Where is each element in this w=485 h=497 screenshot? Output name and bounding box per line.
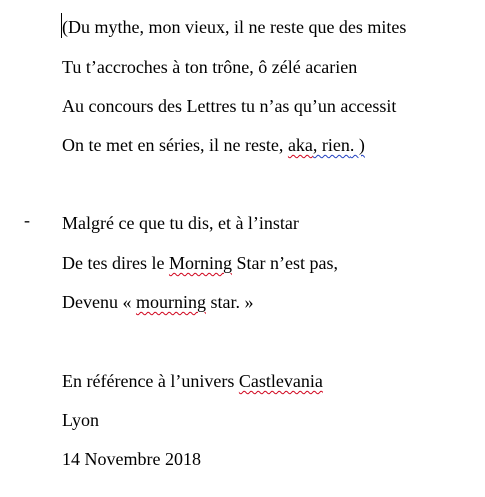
spelling-flag-morning[interactable]: Morning xyxy=(168,253,232,273)
poem-line-1-text: (Du mythe, mon vieux, il ne reste que des mites xyxy=(62,17,407,37)
poem-line-1 xyxy=(62,16,406,38)
city-text: Lyon xyxy=(62,410,100,430)
poem-line-3-text: Au concours des Lettres tu n’as qu’un accessit xyxy=(62,96,397,116)
spelling-flag-aka[interactable]: aka xyxy=(287,135,313,155)
poem-line-3 xyxy=(62,95,396,117)
list-dash-bullet: - xyxy=(24,210,30,230)
reference-text: En référence à l’univers xyxy=(62,371,239,391)
poem-line-4 xyxy=(62,134,365,156)
poem-line-5 xyxy=(62,212,299,234)
poem-line-6-end: Star n’est pas, xyxy=(231,253,338,273)
grammar-flag-rien[interactable]: , rien xyxy=(312,135,350,155)
poem-line-6-start: De tes dires le xyxy=(62,253,169,273)
poem-line-5-text: Malgré ce que tu dis, et à l’instar xyxy=(62,213,299,233)
poem-line-7 xyxy=(62,291,253,313)
date-line xyxy=(62,448,201,470)
spelling-flag-castlevania[interactable]: Castlevania xyxy=(238,371,323,391)
poem-line-2-text: Tu t’accroches à ton trône, ô zélé acarien xyxy=(62,57,358,77)
reference-line xyxy=(62,370,323,392)
spelling-flag-mourning[interactable]: mourning xyxy=(135,292,206,312)
poem-line-6 xyxy=(62,252,338,274)
poem-line-7-end: star. » xyxy=(205,292,254,312)
poem-line-2 xyxy=(62,56,357,78)
city-line xyxy=(62,409,99,431)
date-text: 14 Novembre 2018 xyxy=(62,449,201,469)
poem-line-4-start: On te met en séries, il ne reste, xyxy=(62,135,288,155)
poem-line-4-end[interactable]: . ) xyxy=(349,135,365,155)
poem-line-7-start: Devenu « xyxy=(62,292,136,312)
